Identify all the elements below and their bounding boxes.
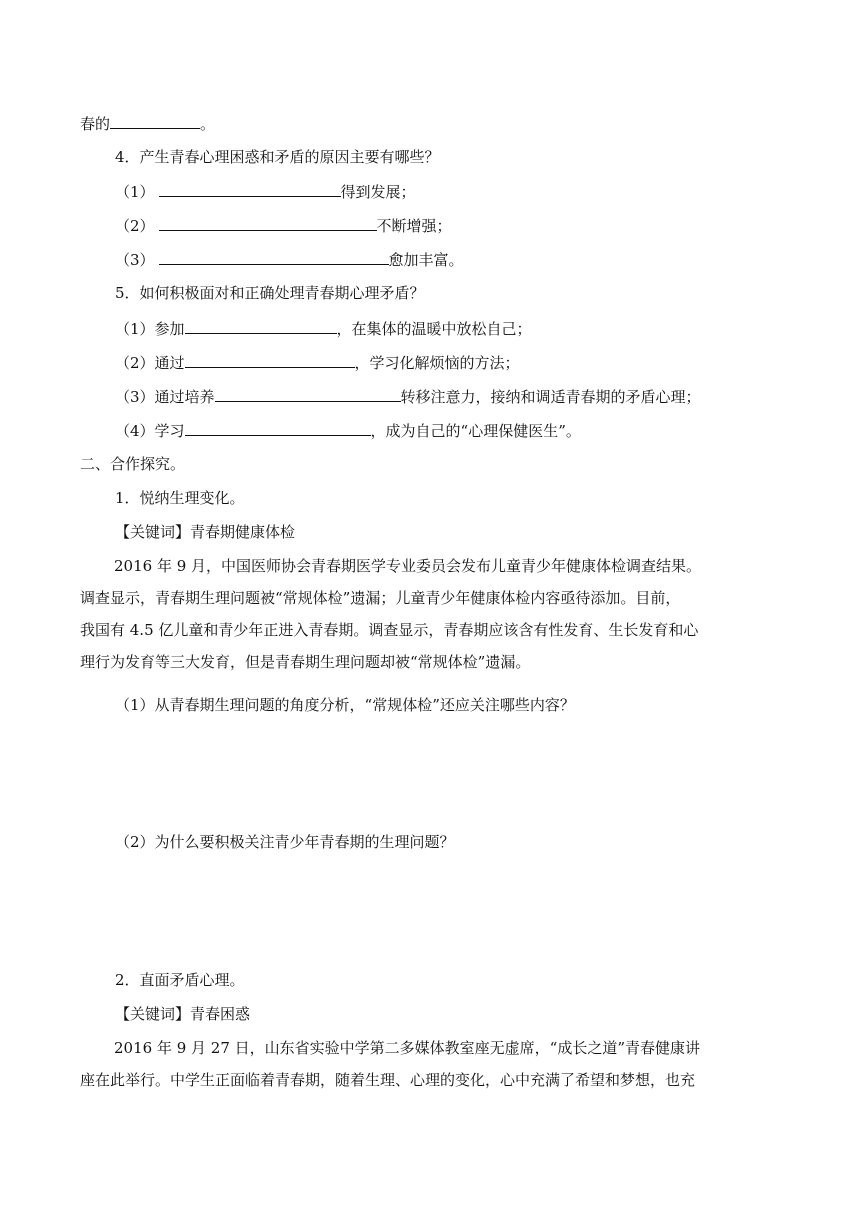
answer-blank [110, 113, 200, 129]
part-1-paragraph [80, 550, 780, 678]
paragraph-line: 调查显示，青春期生理问题被“常规体检”遗漏；儿童青少年健康体检内容亟待添加。目前， [80, 589, 681, 607]
q5-item-3-suffix: 转移注意力，接纳和调适青春期的矛盾心理； [400, 388, 701, 406]
part-2-paragraph [80, 1032, 780, 1096]
part-1-question-1: （1）从青春期生理问题的角度分析，“常规体检”还应关注哪些内容？ [115, 696, 575, 714]
continuation-text: 春的 [80, 115, 111, 133]
paragraph-line: 座在此举行。中学生正面临着青春期，随着生理、心理的变化，心中充满了希望和梦想，也充 [80, 1071, 696, 1089]
answer-blank [185, 352, 355, 368]
question-4-title: 4．产生青春心理困惑和矛盾的原因主要有哪些？ [115, 148, 440, 166]
q5-item-1-prefix: （1）参加 [115, 320, 185, 338]
q5-item-2-suffix: ，学习化解烦恼的方法； [354, 354, 520, 372]
answer-blank [159, 215, 377, 231]
q5-item-2 [115, 352, 520, 373]
q4-item-1-label: （1） [115, 183, 155, 201]
q5-item-1-suffix: ，在集体的温暖中放松自己； [336, 320, 532, 338]
paragraph-line: 2016 年 9 月，中国医师协会青春期医学专业委员会发布儿童青少年健康体检调查结果。 [114, 557, 702, 575]
paragraph-line: 2016 年 9 月 27 日，山东省实验中学第二多媒体教室座无虚席，“成长之道”青春健康讲 [114, 1039, 700, 1057]
paragraph-line: 我国有 4.5 亿儿童和青少年正进入青春期。调查显示，青春期应该含有性发育、生长发育和心 [80, 621, 699, 639]
q4-item-3-suffix: 愈加丰富。 [388, 251, 464, 269]
section-2-heading: 二、合作探究。 [80, 455, 186, 473]
answer-blank [159, 181, 341, 197]
q4-item-3-label: （3） [115, 251, 155, 269]
q4-item-3 [115, 249, 464, 270]
q4-item-1 [115, 181, 416, 202]
answer-blank [159, 249, 389, 265]
question-5-title: 5．如何积极面对和正确处理青春期心理矛盾？ [115, 284, 425, 302]
answer-blank [185, 318, 337, 334]
continuation-line [80, 113, 215, 134]
q5-item-4 [115, 420, 581, 441]
q4-item-2-label: （2） [115, 217, 155, 235]
q5-item-3-prefix: （3）通过培养 [115, 388, 215, 406]
answer-blank [185, 420, 371, 436]
paragraph-line: 理行为发育等三大发育，但是青春期生理问题却被“常规体检”遗漏。 [80, 653, 531, 671]
q4-item-2 [115, 215, 452, 236]
q4-item-2-suffix: 不断增强； [376, 217, 452, 235]
part-1-keyword: 【关键词】青春期健康体检 [115, 523, 296, 541]
q5-item-2-prefix: （2）通过 [115, 354, 185, 372]
part-1-question-2: （2）为什么要积极关注青少年青春期的生理问题？ [115, 833, 455, 851]
part-2-keyword: 【关键词】青春困惑 [115, 1005, 251, 1023]
part-1-title: 1．悦纳生理变化。 [115, 489, 245, 507]
q5-item-4-suffix: ，成为自己的“心理保健医生”。 [370, 422, 581, 440]
q5-item-4-prefix: （4）学习 [115, 422, 185, 440]
continuation-end: 。 [200, 115, 216, 133]
answer-blank [215, 386, 401, 402]
q4-item-1-suffix: 得到发展； [340, 183, 416, 201]
part-2-title: 2．直面矛盾心理。 [115, 971, 245, 989]
q5-item-1 [115, 318, 532, 339]
q5-item-3 [115, 386, 701, 407]
